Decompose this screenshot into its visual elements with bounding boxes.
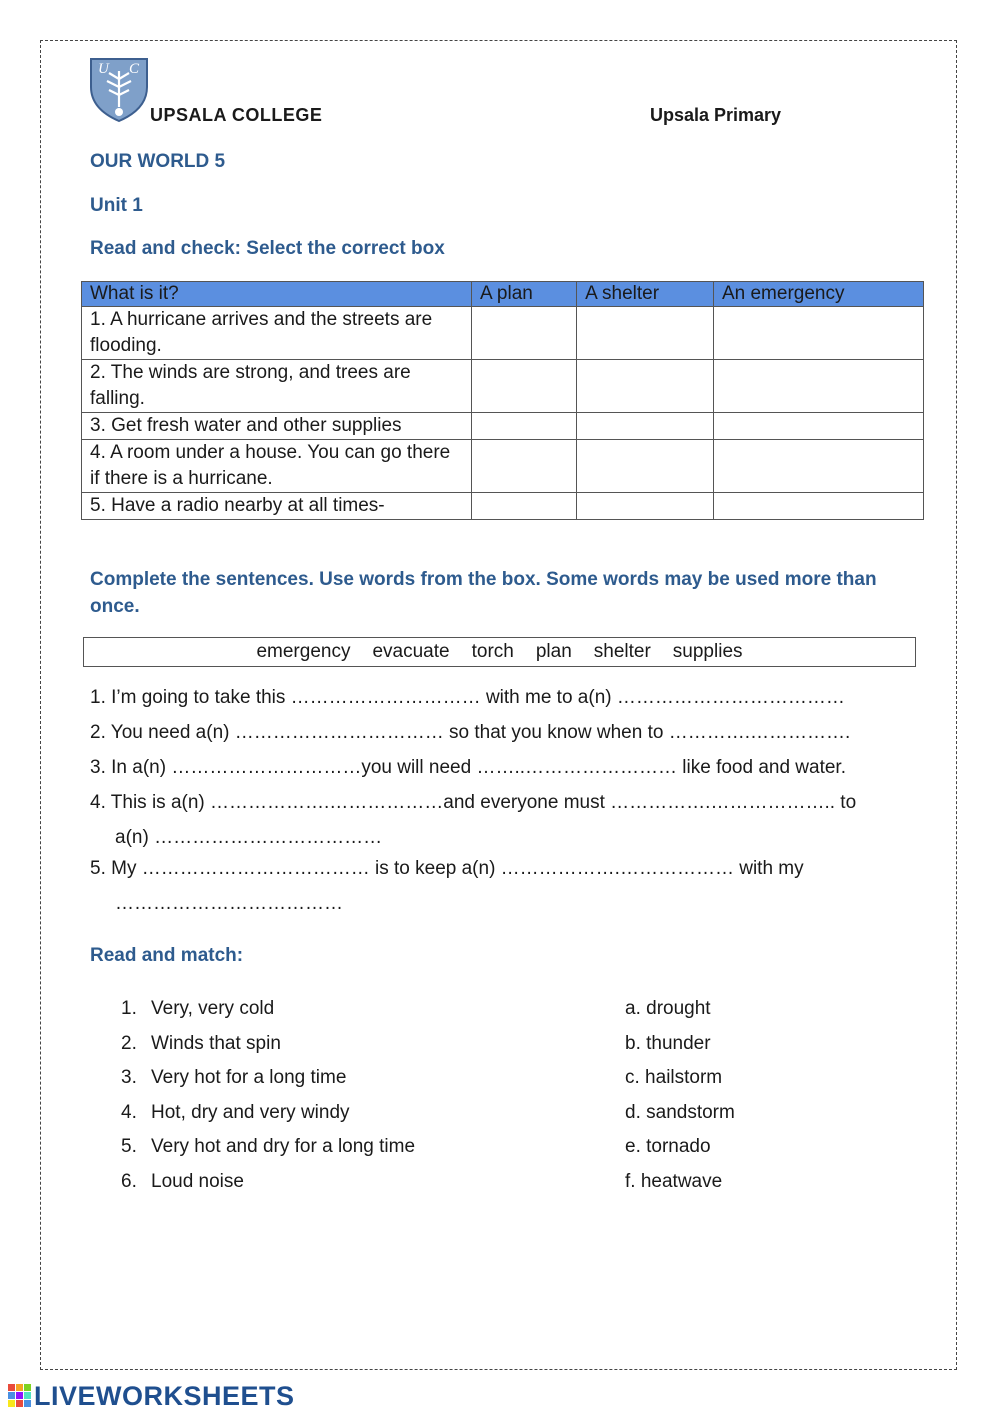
word-bank-item: shelter — [593, 641, 651, 662]
section1-instruction: Read and check: Select the correct box — [90, 238, 445, 259]
answer-box-shelter[interactable] — [577, 360, 714, 413]
word-bank-item: torch — [471, 641, 514, 662]
section2-instruction: Complete the sentences. Use words from the box. Some words may be used more than once. — [90, 569, 877, 617]
table-row — [82, 493, 924, 520]
match-left-item[interactable] — [121, 1031, 415, 1066]
word-box — [83, 637, 916, 667]
match-right-item[interactable]: b. thunder — [625, 1032, 711, 1054]
match-number: 1. — [121, 998, 137, 1019]
match-left-item[interactable] — [121, 1065, 415, 1100]
match-text: Hot, dry and very windy — [151, 1101, 350, 1123]
match-left-item[interactable] — [121, 1169, 415, 1204]
question-cell: 1. A hurricane arrives and the streets are flooding. — [82, 307, 472, 360]
table-row — [82, 360, 924, 413]
table-row — [82, 440, 924, 493]
match-text: Very, very cold — [151, 998, 275, 1019]
match-right-item[interactable]: c. hailstorm — [625, 1067, 723, 1089]
question-cell: 5. Have a radio nearby at all times- — [82, 493, 472, 520]
school-name: Upsala Primary — [650, 105, 782, 125]
sentence-item[interactable] — [90, 785, 920, 855]
match-right-item[interactable]: e. tornado — [625, 1136, 711, 1158]
answer-box-plan[interactable] — [472, 493, 577, 520]
crest-letter-c: C — [129, 61, 140, 77]
sentence-line: ……………………………… — [115, 893, 343, 914]
worksheet-title: OUR WORLD 5 — [90, 151, 226, 172]
sentence-item[interactable]: 1. I’m going to take this ………………………… with me to a(n) ……………………………… — [90, 687, 845, 708]
column-header: A shelter — [577, 282, 714, 307]
match-right-item[interactable]: a. drought — [625, 998, 711, 1019]
answer-box-plan[interactable] — [472, 307, 577, 360]
answer-box-shelter[interactable] — [577, 440, 714, 493]
question-cell: 3. Get fresh water and other supplies — [82, 413, 472, 440]
crest-letter-u: U — [98, 61, 109, 77]
sentence-item[interactable]: 3. In a(n) …………………………you will need ……..…………………… like food and water. — [90, 757, 846, 778]
match-right-item[interactable]: d. sandstorm — [625, 1101, 735, 1123]
college-crest-icon — [89, 57, 149, 123]
match-left-list — [121, 996, 415, 1204]
column-header: What is it? — [82, 282, 472, 307]
match-text: Very hot for a long time — [151, 1067, 347, 1089]
answer-box-emergency[interactable] — [713, 440, 923, 493]
liveworksheets-logo[interactable] — [8, 1381, 295, 1411]
table-header-row — [82, 282, 924, 307]
college-name: UPSALA COLLEGE — [150, 105, 323, 125]
match-number: 2. — [121, 1032, 137, 1054]
unit-label: Unit 1 — [90, 195, 143, 216]
table-row — [82, 413, 924, 440]
liveworksheets-logo-icon — [8, 1384, 32, 1408]
match-right-list — [625, 996, 735, 1204]
section3-instruction: Read and match: — [90, 945, 244, 966]
match-text: Loud noise — [151, 1170, 244, 1192]
match-left-item[interactable] — [121, 996, 415, 1031]
answer-box-emergency[interactable] — [713, 413, 923, 440]
answer-box-plan[interactable] — [472, 360, 577, 413]
check-table — [81, 281, 924, 520]
sentence-line: 5. My ……………………………… is to keep a(n) ……………….……………… with my — [90, 858, 804, 879]
answer-box-shelter[interactable] — [577, 493, 714, 520]
match-number: 3. — [121, 1067, 137, 1089]
column-header: An emergency — [713, 282, 923, 307]
answer-box-shelter[interactable] — [577, 307, 714, 360]
word-bank-item: evacuate — [372, 641, 450, 662]
answer-box-emergency[interactable] — [713, 493, 923, 520]
word-bank-item: plan — [535, 641, 572, 662]
sentence-line: 4. This is a(n) ……………….………………and everyone must …………….……………….. to — [90, 792, 857, 813]
sentence-item[interactable]: 2. You need a(n) …………………………… so that you know when to ………….……………. — [90, 722, 851, 743]
table-row — [82, 307, 924, 360]
match-left-item[interactable] — [121, 1100, 415, 1135]
match-left-item[interactable] — [121, 1134, 415, 1169]
match-right-item[interactable]: f. heatwave — [625, 1170, 723, 1192]
answer-box-plan[interactable] — [472, 440, 577, 493]
match-number: 4. — [121, 1101, 137, 1123]
answer-box-emergency[interactable] — [713, 360, 923, 413]
sentence-line: a(n) ……………………………… — [115, 827, 383, 848]
match-number: 6. — [121, 1170, 137, 1192]
word-bank-item: supplies — [672, 641, 743, 662]
answer-box-shelter[interactable] — [577, 413, 714, 440]
sentence-item[interactable] — [90, 851, 920, 921]
answer-box-emergency[interactable] — [713, 307, 923, 360]
sentence-list — [90, 684, 920, 921]
match-text: Winds that spin — [151, 1032, 281, 1054]
column-header: A plan — [472, 282, 577, 307]
match-text: Very hot and dry for a long time — [151, 1136, 416, 1158]
word-bank-item: emergency — [256, 641, 351, 662]
match-number: 5. — [121, 1136, 137, 1158]
question-cell: 2. The winds are strong, and trees are falling. — [82, 360, 472, 413]
answer-box-plan[interactable] — [472, 413, 577, 440]
logo-text: LIVEWORKSHEETS — [34, 1380, 295, 1411]
question-cell: 4. A room under a house. You can go there if there is a hurricane. — [82, 440, 472, 493]
